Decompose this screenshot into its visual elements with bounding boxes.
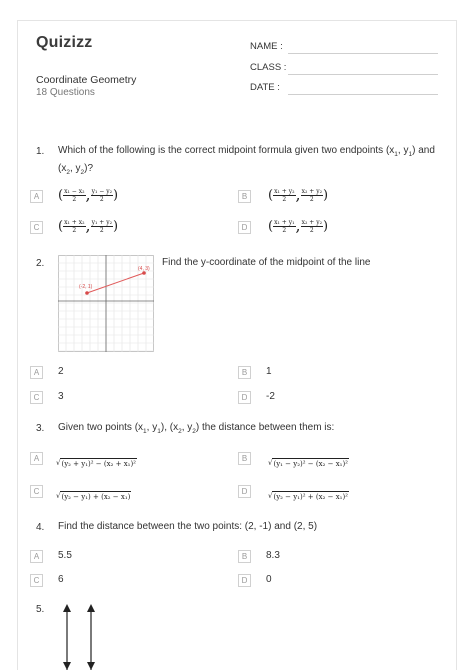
- q2-option-c[interactable]: 3: [58, 391, 64, 402]
- q2-text: Find the y-coordinate of the midpoint of the line: [162, 257, 371, 268]
- q4-option-a[interactable]: 5.5: [58, 550, 72, 561]
- date-label: DATE :: [250, 82, 280, 93]
- q3-text: Given two points ($x_1$, $y_1$), ($x_2$, $y_2$) the distance between them is:: [58, 422, 335, 435]
- q3-option-c[interactable]: √ (y₂ − y₁) + (x₂ − x₁): [56, 492, 131, 501]
- worksheet-title: Coordinate Geometry: [36, 74, 137, 86]
- q3-option-a[interactable]: √ (y₂ + y₁)² − (x₂ + x₁)²: [56, 459, 136, 468]
- q2-option-a[interactable]: 2: [58, 366, 64, 377]
- q1-text: Which of the following is the correct midpoint formula given two endpoints ($x_1$, $y_1$) and ($x_2$, $y_2$)?: [58, 145, 435, 176]
- q1-option-d[interactable]: ( $\frac{\text{x₁ + y₁}}{2}$ , $\frac{\text{x₂ + y₂}}{2}$ ): [268, 216, 329, 235]
- left-arrow-head-down: [63, 662, 71, 670]
- point-1: [85, 291, 89, 295]
- q4-option-b[interactable]: 8.3: [266, 550, 280, 561]
- q4-option-c-label[interactable]: C: [30, 574, 43, 587]
- name-label: NAME :: [250, 41, 283, 52]
- q1-number: 1.: [36, 146, 45, 157]
- q2-coordinate-grid: [58, 255, 154, 352]
- q2-option-b-label[interactable]: B: [238, 366, 251, 379]
- q4-text: Find the distance between the two points: (2, -1) and (2, 5): [58, 521, 318, 532]
- class-label: CLASS :: [250, 62, 287, 73]
- q2-option-b[interactable]: 1: [266, 366, 272, 377]
- q3-number: 3.: [36, 423, 45, 434]
- q1-option-a[interactable]: ( $\frac{\text{x₁ − x₂}}{2}$ , $\frac{\text{y₁ − y₂}}{2}$ ): [58, 185, 119, 204]
- q2-option-d-label[interactable]: D: [238, 391, 251, 404]
- q4-option-a-label[interactable]: A: [30, 550, 43, 563]
- point-2-label: (4, 3): [138, 266, 150, 272]
- q1-option-c[interactable]: ( $\frac{\text{x₁ + x₂}}{2}$ , $\frac{\text{y₁ + y₂}}{2}$ ): [58, 216, 119, 235]
- q1-option-a-label[interactable]: A: [30, 190, 43, 203]
- question-count: 18 Questions: [36, 87, 95, 98]
- q1-option-c-label[interactable]: C: [30, 221, 43, 234]
- point-1-label: (-2, 1): [79, 284, 93, 290]
- q4-option-d-label[interactable]: D: [238, 574, 251, 587]
- date-field[interactable]: [288, 94, 438, 95]
- q1-option-b[interactable]: ( $\frac{\text{x₁ + y₂}}{2}$ , $\frac{\text{x₂ + y₂}}{2}$ ): [268, 185, 329, 204]
- q4-option-b-label[interactable]: B: [238, 550, 251, 563]
- q5-arrows-figure: [58, 604, 102, 670]
- q1-option-d-label[interactable]: D: [238, 221, 251, 234]
- class-field[interactable]: [288, 74, 438, 75]
- q2-option-a-label[interactable]: A: [30, 366, 43, 379]
- q2-option-c-label[interactable]: C: [30, 391, 43, 404]
- q3-option-b[interactable]: √ (y₁ − y₂)² − (x₂ − x₁)²: [268, 459, 348, 468]
- q2-option-d[interactable]: -2: [266, 391, 275, 402]
- right-arrow-head-down: [87, 662, 95, 670]
- q1-option-b-label[interactable]: B: [238, 190, 251, 203]
- q3-option-a-label[interactable]: A: [30, 452, 43, 465]
- q2-number: 2.: [36, 258, 45, 269]
- q3-option-d-label[interactable]: D: [238, 485, 251, 498]
- left-arrow-head-up: [63, 604, 71, 612]
- quizizz-logo: Quizizz: [36, 34, 93, 51]
- q4-number: 4.: [36, 522, 45, 533]
- q4-option-d[interactable]: 0: [266, 574, 272, 585]
- q5-number: 5.: [36, 604, 45, 615]
- q3-option-c-label[interactable]: C: [30, 485, 43, 498]
- q3-option-d[interactable]: √ (y₂ − y₁)² + (x₂ − x₁)²: [268, 492, 348, 501]
- right-arrow-head-up: [87, 604, 95, 612]
- q4-option-c[interactable]: 6: [58, 574, 64, 585]
- q3-option-b-label[interactable]: B: [238, 452, 251, 465]
- name-field[interactable]: [288, 53, 438, 54]
